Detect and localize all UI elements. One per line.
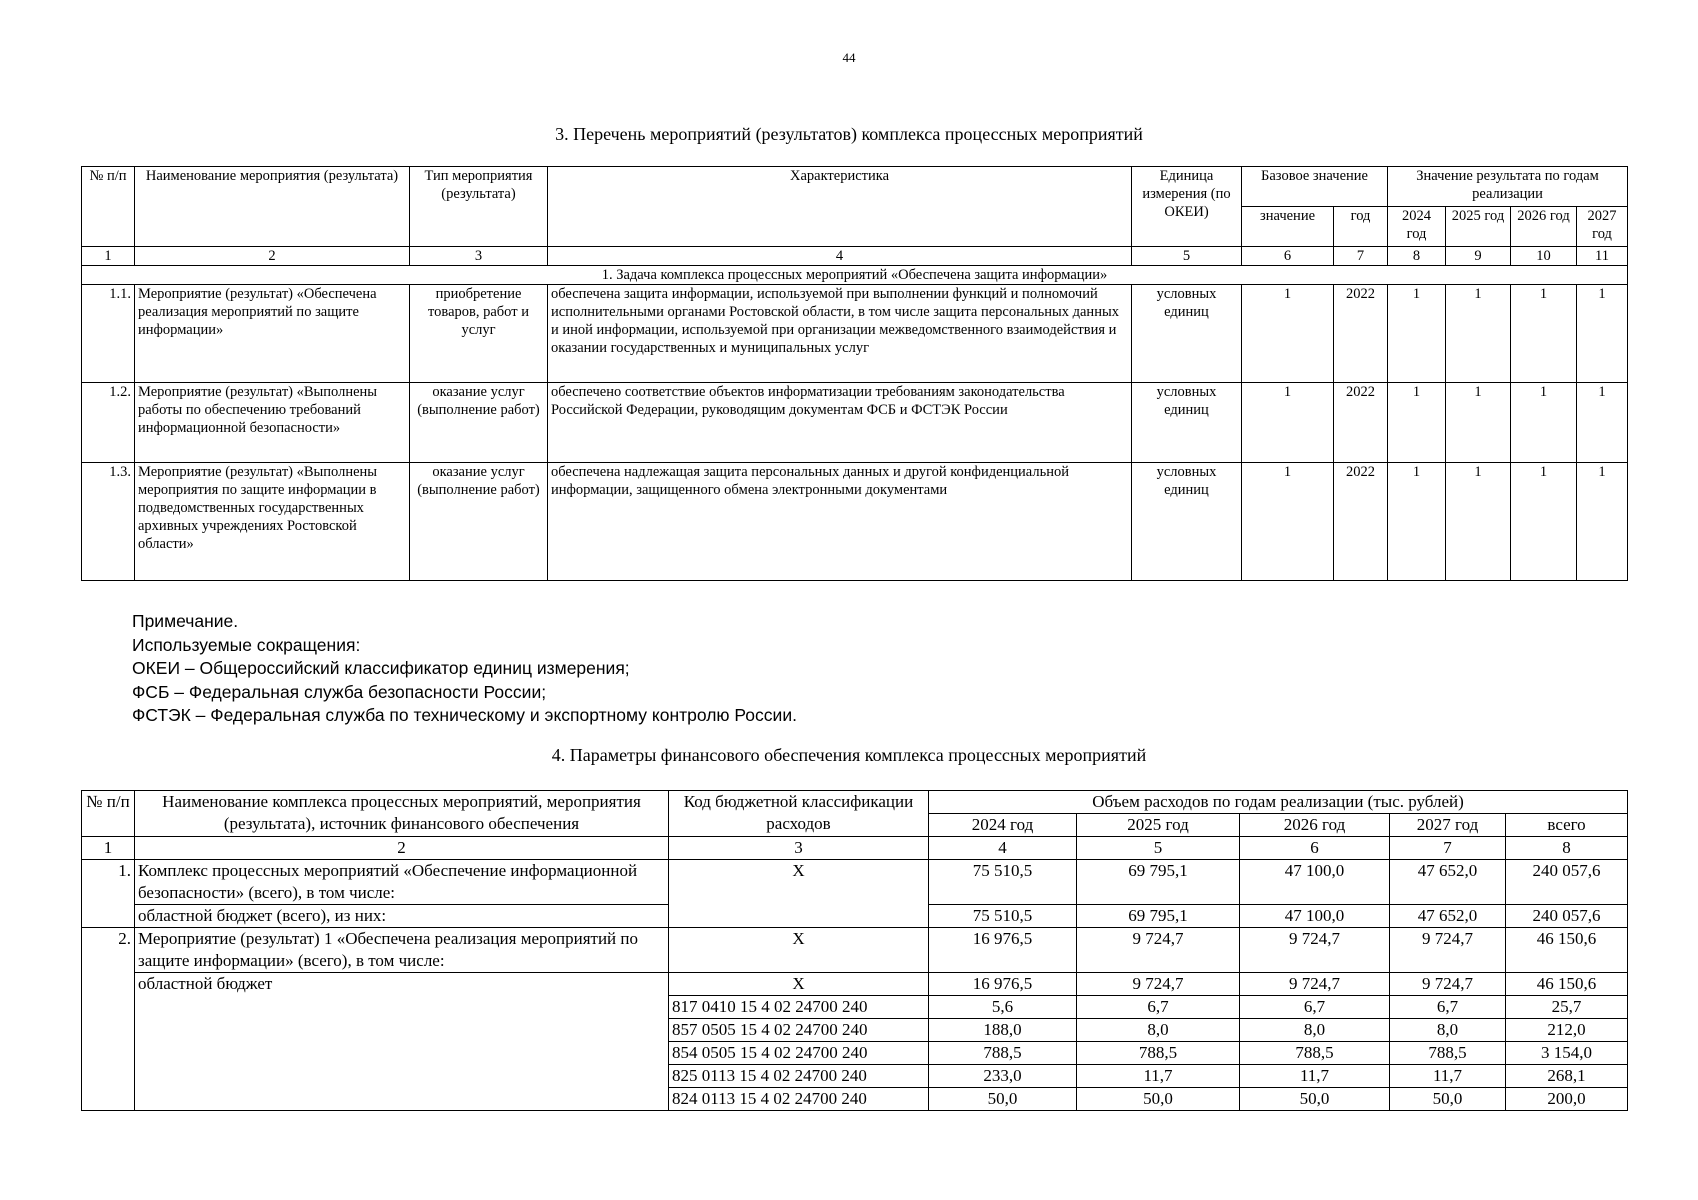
row-v2026: 50,0 xyxy=(1240,1088,1390,1111)
row-v2027: 788,5 xyxy=(1390,1042,1506,1065)
note-line: Примечание. xyxy=(132,611,239,631)
row-v2026: 11,7 xyxy=(1240,1065,1390,1088)
row-num: 2. xyxy=(82,928,135,1111)
header-year-2024: 2024 год xyxy=(929,814,1077,837)
row-v2026: 9 724,7 xyxy=(1240,928,1390,973)
row-v2026: 8,0 xyxy=(1240,1019,1390,1042)
row-v2024: 188,0 xyxy=(929,1019,1077,1042)
note-line: ОКЕИ – Общероссийский классификатор единиц измерения; xyxy=(132,658,630,678)
row-unit: условных единиц xyxy=(1132,463,1242,581)
row-v2027: 47 652,0 xyxy=(1390,905,1506,928)
col-number: 10 xyxy=(1511,247,1577,266)
col-number: 4 xyxy=(548,247,1132,266)
row-v2027: 1 xyxy=(1577,383,1628,463)
col-number: 2 xyxy=(135,837,669,860)
header-year-2026: 2026 год xyxy=(1240,814,1390,837)
activities-table xyxy=(81,166,1628,581)
row-characteristic: обеспечена надлежащая защита персональных данных и другой конфиденциальной информации, защищенного обмена электронными документами xyxy=(548,463,1132,581)
header-year-2027: 2027 год xyxy=(1577,207,1628,247)
row-budget-code: 857 0505 15 4 02 24700 240 xyxy=(669,1019,929,1042)
header-result: Значение результата по годам реализации xyxy=(1388,167,1628,207)
row-v2024: 788,5 xyxy=(929,1042,1077,1065)
row-v2026: 1 xyxy=(1511,463,1577,581)
row-total: 46 150,6 xyxy=(1506,928,1628,973)
row-unit: условных единиц xyxy=(1132,285,1242,383)
row-base-year: 2022 xyxy=(1334,383,1388,463)
financing-table xyxy=(81,790,1628,1111)
row-v2026: 9 724,7 xyxy=(1240,973,1390,996)
col-number: 1 xyxy=(82,837,135,860)
row-budget-code: 825 0113 15 4 02 24700 240 xyxy=(669,1065,929,1088)
row-v2024: 16 976,5 xyxy=(929,928,1077,973)
row-v2026: 1 xyxy=(1511,383,1577,463)
header-characteristic: Характеристика xyxy=(548,167,1132,247)
note-block xyxy=(132,610,797,728)
header-year-2027: 2027 год xyxy=(1390,814,1506,837)
row-total: 3 154,0 xyxy=(1506,1042,1628,1065)
column-number-row xyxy=(82,247,1628,266)
row-v2024: 50,0 xyxy=(929,1088,1077,1111)
section3-title: 3. Перечень мероприятий (результатов) комплекса процессных мероприятий xyxy=(555,124,1143,144)
row-budget-code: 817 0410 15 4 02 24700 240 xyxy=(669,996,929,1019)
note-line: ФСБ – Федеральная служба безопасности России; xyxy=(132,681,547,702)
row-v2027: 1 xyxy=(1577,285,1628,383)
row-v2026: 1 xyxy=(1511,285,1577,383)
row-num: 1.3. xyxy=(82,463,135,581)
row-v2027: 6,7 xyxy=(1390,996,1506,1019)
row-budget-code: 824 0113 15 4 02 24700 240 xyxy=(669,1088,929,1111)
col-number: 1 xyxy=(82,247,135,266)
table-row xyxy=(82,973,1628,996)
note-line: Используемые сокращения: xyxy=(132,634,361,655)
row-name: Комплекс процессных мероприятий «Обеспечение информационной безопасности» (всего), в том числе: xyxy=(135,860,669,905)
row-num: 1.1. xyxy=(82,285,135,383)
section4-title: 4. Параметры финансового обеспечения комплекса процессных мероприятий xyxy=(551,745,1147,765)
row-v2025: 69 795,1 xyxy=(1077,905,1240,928)
col-number: 7 xyxy=(1390,837,1506,860)
row-v2027: 50,0 xyxy=(1390,1088,1506,1111)
page-number: 44 xyxy=(842,50,856,65)
row-num: 1. xyxy=(82,860,135,928)
row-v2027: 11,7 xyxy=(1390,1065,1506,1088)
table-row xyxy=(82,285,1628,383)
row-sub-name: областной бюджет (всего), из них: xyxy=(135,905,669,928)
row-type: оказание услуг (выполнение работ) xyxy=(410,463,548,581)
row-total: 46 150,6 xyxy=(1506,973,1628,996)
row-type: приобретение товаров, работ и услуг xyxy=(410,285,548,383)
row-v2024: 75 510,5 xyxy=(929,860,1077,905)
header-num: № п/п xyxy=(82,791,135,837)
row-v2027: 1 xyxy=(1577,463,1628,581)
row-base-year: 2022 xyxy=(1334,285,1388,383)
col-number: 3 xyxy=(669,837,929,860)
table-row xyxy=(82,928,1628,973)
row-unit: условных единиц xyxy=(1132,383,1242,463)
row-total: 268,1 xyxy=(1506,1065,1628,1088)
header-type: Тип мероприятия (результата) xyxy=(410,167,548,247)
row-total: 200,0 xyxy=(1506,1088,1628,1111)
row-budget-code: 854 0505 15 4 02 24700 240 xyxy=(669,1042,929,1065)
row-type: оказание услуг (выполнение работ) xyxy=(410,383,548,463)
col-number: 6 xyxy=(1242,247,1334,266)
row-v2026: 47 100,0 xyxy=(1240,860,1390,905)
row-code: Х xyxy=(669,860,929,928)
row-v2024: 1 xyxy=(1388,383,1446,463)
row-sub-name: областной бюджет xyxy=(135,973,669,1111)
col-number: 5 xyxy=(1132,247,1242,266)
row-v2024: 1 xyxy=(1388,285,1446,383)
col-number: 4 xyxy=(929,837,1077,860)
row-v2025: 50,0 xyxy=(1077,1088,1240,1111)
col-number: 6 xyxy=(1240,837,1390,860)
col-number: 2 xyxy=(135,247,410,266)
header-total: всего xyxy=(1506,814,1628,837)
header-name: Наименование комплекса процессных мероприятий, мероприятия (результата), источник финансового обеспечения xyxy=(135,791,669,837)
row-v2027: 9 724,7 xyxy=(1390,973,1506,996)
row-v2025: 788,5 xyxy=(1077,1042,1240,1065)
header-name: Наименование мероприятия (результата) xyxy=(135,167,410,247)
column-number-row xyxy=(82,837,1628,860)
row-v2024: 16 976,5 xyxy=(929,973,1077,996)
header-code: Код бюджетной классификации расходов xyxy=(669,791,929,837)
header-year-2026: 2026 год xyxy=(1511,207,1577,247)
header-volume: Объем расходов по годам реализации (тыс. рублей) xyxy=(929,791,1628,814)
row-code: Х xyxy=(669,928,929,973)
row-v2025: 69 795,1 xyxy=(1077,860,1240,905)
col-number: 11 xyxy=(1577,247,1628,266)
row-v2025: 1 xyxy=(1446,285,1511,383)
table-row xyxy=(82,383,1628,463)
row-v2026: 47 100,0 xyxy=(1240,905,1390,928)
row-v2025: 11,7 xyxy=(1077,1065,1240,1088)
table-row xyxy=(82,463,1628,581)
row-v2025: 8,0 xyxy=(1077,1019,1240,1042)
row-num: 1.2. xyxy=(82,383,135,463)
header-base: Базовое значение xyxy=(1242,167,1388,207)
col-number: 8 xyxy=(1506,837,1628,860)
col-number: 7 xyxy=(1334,247,1388,266)
col-number: 5 xyxy=(1077,837,1240,860)
row-base-year: 2022 xyxy=(1334,463,1388,581)
row-base-value: 1 xyxy=(1242,285,1334,383)
col-number: 8 xyxy=(1388,247,1446,266)
row-v2025: 9 724,7 xyxy=(1077,928,1240,973)
header-year-2025: 2025 год xyxy=(1446,207,1511,247)
row-characteristic: обеспечена защита информации, используемой при выполнении функций и полномочий исполнительными органами Ростовской области, в том числе защита персональных данных и иной информации, используемой при организации межведомственного взаимодействия и оказании государственных и муниципальных услуг xyxy=(548,285,1132,383)
table-row xyxy=(82,860,1628,905)
row-sub-code: Х xyxy=(669,973,929,996)
row-total: 240 057,6 xyxy=(1506,860,1628,905)
header-num: № п/п xyxy=(82,167,135,247)
row-characteristic: обеспечено соответствие объектов информатизации требованиям законодательства Российской Федерации, руководящим документам ФСБ и ФСТЭК России xyxy=(548,383,1132,463)
row-v2024: 233,0 xyxy=(929,1065,1077,1088)
header-base-year: год xyxy=(1334,207,1388,247)
header-base-value: значение xyxy=(1242,207,1334,247)
header-year-2025: 2025 год xyxy=(1077,814,1240,837)
row-name: Мероприятие (результат) «Обеспечена реализация мероприятий по защите информации» xyxy=(135,285,410,383)
row-v2027: 8,0 xyxy=(1390,1019,1506,1042)
row-total: 212,0 xyxy=(1506,1019,1628,1042)
row-v2027: 47 652,0 xyxy=(1390,860,1506,905)
row-v2025: 9 724,7 xyxy=(1077,973,1240,996)
col-number: 3 xyxy=(410,247,548,266)
row-v2025: 1 xyxy=(1446,463,1511,581)
row-name: Мероприятие (результат) «Выполнены работы по обеспечению требований информационной безопасности» xyxy=(135,383,410,463)
row-base-value: 1 xyxy=(1242,463,1334,581)
header-year-2024: 2024 год xyxy=(1388,207,1446,247)
row-name: Мероприятие (результат) 1 «Обеспечена реализация мероприятий по защите информации» (всего), в том числе: xyxy=(135,928,669,973)
row-base-value: 1 xyxy=(1242,383,1334,463)
row-v2026: 6,7 xyxy=(1240,996,1390,1019)
row-v2027: 9 724,7 xyxy=(1390,928,1506,973)
row-v2025: 1 xyxy=(1446,383,1511,463)
note-line: ФСТЭК – Федеральная служба по техническому и экспортному контролю России. xyxy=(132,705,797,725)
row-v2026: 788,5 xyxy=(1240,1042,1390,1065)
row-v2025: 6,7 xyxy=(1077,996,1240,1019)
row-v2024: 5,6 xyxy=(929,996,1077,1019)
task-row: 1. Задача комплекса процессных мероприятий «Обеспечена защита информации» xyxy=(82,266,1628,285)
row-total: 25,7 xyxy=(1506,996,1628,1019)
row-total: 240 057,6 xyxy=(1506,905,1628,928)
row-v2024: 1 xyxy=(1388,463,1446,581)
header-unit: Единица измерения (по ОКЕИ) xyxy=(1132,167,1242,247)
col-number: 9 xyxy=(1446,247,1511,266)
row-name: Мероприятие (результат) «Выполнены мероприятия по защите информации в подведомственных государственных архивных учреждениях Ростовской области» xyxy=(135,463,410,581)
row-v2024: 75 510,5 xyxy=(929,905,1077,928)
